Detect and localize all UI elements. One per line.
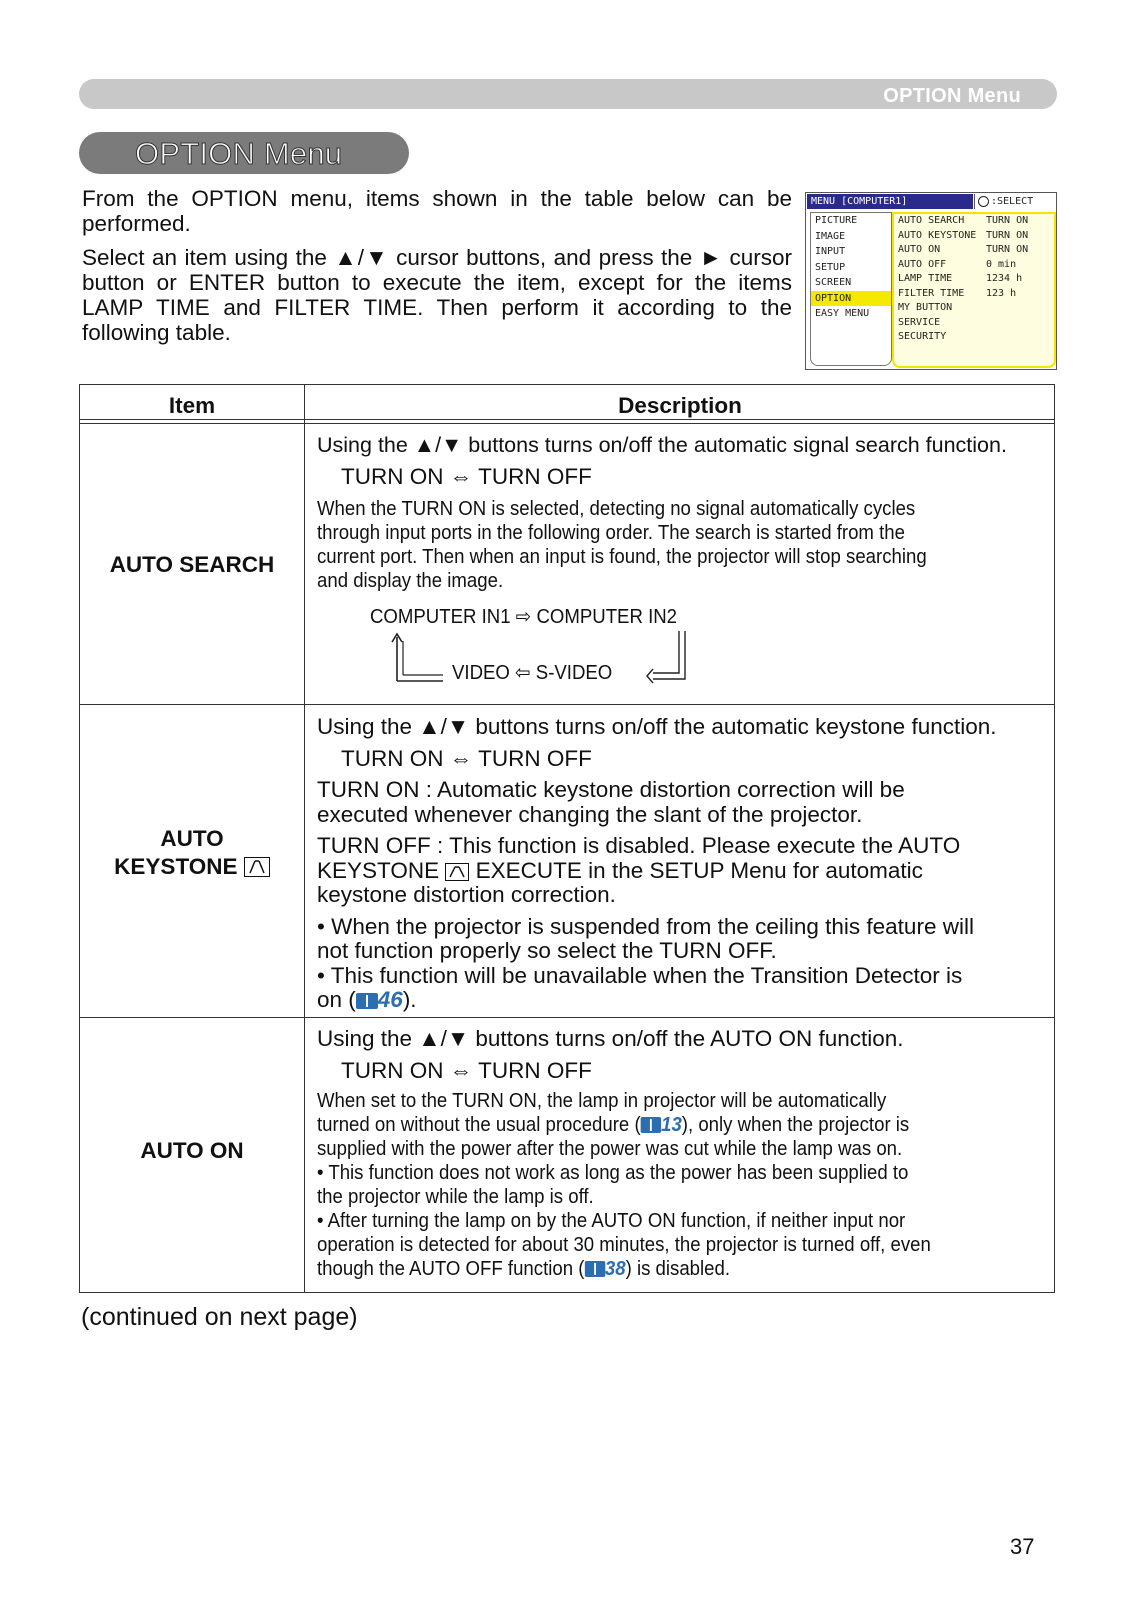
desc-line: TURN OFF : This function is disabled. Please execute the AUTO (317, 833, 961, 858)
column-header-description: Description (618, 393, 742, 418)
item-auto-search: AUTO SEARCH (109, 552, 275, 577)
page-reference[interactable]: 46 (377, 987, 403, 1012)
desc-text: though the AUTO OFF function ( (317, 1258, 585, 1280)
osd-option-row (894, 287, 1054, 302)
osd-title: MENU [COMPUTER1] (807, 194, 973, 209)
osd-option-row (894, 258, 1054, 273)
item-label-line-2 (80, 853, 304, 881)
intro-paragraph-1: From the OPTION menu, items shown in the table below can be performed. (82, 186, 792, 236)
section-label: OPTION Menu (883, 85, 1021, 107)
osd-menu-item: OPTION (811, 291, 891, 307)
osd-menu-illustration (805, 192, 1057, 370)
osd-option-row (894, 229, 1054, 244)
desc-text: turned on without the usual procedure ( (317, 1114, 641, 1136)
osd-option-key: AUTO OFF (898, 258, 947, 270)
note-line: current port. Then when an input is found, the projector will stop searching (317, 546, 927, 568)
desc-text: ). (402, 987, 417, 1012)
column-header-item: Item (168, 393, 216, 418)
osd-menu-item: INPUT (815, 246, 846, 257)
keystone-icon (445, 863, 469, 881)
osd-option-row (894, 214, 1054, 229)
osd-option-key: SECURITY (898, 331, 947, 342)
bullet-line: • When the projector is suspended from the ceiling this feature will (317, 913, 974, 939)
search-order-top: COMPUTER IN1 ⇨ COMPUTER IN2 (370, 606, 678, 628)
osd-option-value: 0 min (986, 258, 1017, 270)
osd-option-key: FILTER TIME (898, 287, 965, 299)
header-bar (79, 79, 1057, 109)
note-line-ref (317, 1113, 996, 1137)
note-line: • This function does not work as long as the power has been supplied to (317, 1162, 909, 1184)
desc-line: Using the ▲/▼ buttons turns on/off the AUTO ON function. (317, 1026, 904, 1051)
book-icon (584, 1261, 604, 1277)
note-line: • After turning the lamp on by the AUTO ON function, if neither input nor (317, 1210, 906, 1232)
note-line: and display the image. (317, 570, 504, 592)
auto-keystone-description (317, 715, 1047, 1013)
osd-option-value: 123 h (986, 287, 1017, 299)
toggle-values: TURN ON ⇔ TURN OFF (341, 745, 592, 771)
desc-line-with-icon (317, 859, 1047, 884)
item-auto-keystone (80, 825, 304, 881)
intro-text (82, 186, 792, 354)
row-divider (80, 1017, 1054, 1018)
bullet-line: • This function will be unavailable when the Transition Detector is (317, 962, 963, 988)
osd-menu-item: PICTURE (815, 215, 858, 226)
header-rule-double (80, 423, 1054, 424)
desc-line: keystone distortion correction. (317, 882, 616, 907)
note-line-ref (317, 1257, 996, 1281)
osd-option-row (894, 316, 1054, 331)
note-line: the projector while the lamp is off. (317, 1186, 594, 1208)
osd-option-row (894, 272, 1054, 287)
note-line: operation is detected for about 30 minutes, the projector is turned off, even (317, 1234, 931, 1256)
desc-text: ), only when the projector is (681, 1114, 910, 1136)
osd-option-row (894, 301, 1054, 316)
osd-option-key: AUTO SEARCH (898, 215, 965, 226)
desc-text: EXECUTE in the SETUP Menu for automatic (475, 857, 923, 883)
osd-menu-list (810, 212, 892, 366)
note-line: When set to the TURN ON, the lamp in projector will be automatically (317, 1090, 887, 1112)
osd-menu-item: EASY MENU (815, 308, 870, 319)
desc-line: Using the ▲/▼ buttons turns on/off the automatic keystone function. (317, 714, 997, 739)
search-order-bottom: VIDEO ⇦ S-VIDEO (452, 662, 613, 684)
osd-select-hint (974, 194, 1055, 209)
row-divider (80, 704, 1054, 705)
option-table (79, 384, 1055, 1293)
osd-option-value: TURN ON (986, 244, 1029, 255)
desc-text: ) is disabled. (625, 1258, 731, 1280)
osd-menu-item: IMAGE (815, 230, 846, 242)
item-auto-on: AUTO ON (140, 1138, 244, 1163)
header-rule (80, 419, 1054, 420)
bullet-line: not function properly so select the TURN OFF. (317, 938, 777, 963)
note-line: supplied with the power after the power was cut while the lamp was on. (317, 1138, 903, 1160)
continued-note: (continued on next page) (81, 1303, 358, 1331)
osd-option-value: TURN ON (986, 215, 1029, 226)
osd-option-value: TURN ON (986, 229, 1029, 241)
keystone-icon (244, 857, 270, 877)
item-label-text: KEYSTONE (114, 854, 238, 879)
toggle-values: TURN ON ⇔ TURN OFF (341, 463, 592, 489)
item-label-line: AUTO (160, 826, 224, 851)
page-reference[interactable]: 13 (661, 1114, 682, 1136)
osd-option-key: AUTO KEYSTONE (898, 229, 977, 241)
osd-option-key: SERVICE (898, 316, 941, 328)
osd-select-label: :SELECT (991, 196, 1034, 207)
osd-menu-item: SETUP (815, 261, 846, 273)
osd-option-key: AUTO ON (898, 244, 941, 255)
book-icon (356, 993, 378, 1009)
book-icon (641, 1117, 661, 1133)
page-reference[interactable]: 38 (604, 1258, 626, 1280)
desc-line: executed whenever changing the slant of the projector. (317, 801, 863, 827)
auto-on-description (317, 1027, 1047, 1281)
select-knob-icon (978, 196, 989, 207)
osd-option-row (894, 330, 1054, 345)
desc-line: Using the ▲/▼ buttons turns on/off the automatic signal search function. (317, 433, 1007, 457)
intro-paragraph-2: Select an item using the ▲/▼ cursor buttons, and press the ► cursor button or ENTER button to execute the item, except for the items LAMP TIME and FILTER TIME. Then perform it according to the following table. (82, 245, 792, 345)
page-title: OPTION Menu (135, 136, 343, 171)
toggle-values: TURN ON ⇔ TURN OFF (341, 1057, 592, 1083)
auto-search-description (317, 433, 1047, 684)
note-line: through input ports in the following order. The search is started from the (317, 522, 905, 544)
osd-option-row (894, 243, 1054, 258)
bullet-line-ref (317, 988, 1047, 1013)
osd-option-value: 1234 h (986, 273, 1023, 284)
desc-text: on ( (317, 987, 356, 1012)
column-divider (304, 385, 305, 1292)
desc-line: TURN ON : Automatic keystone distortion correction will be (317, 777, 905, 802)
osd-option-panel (892, 212, 1056, 368)
page-title-pill (79, 132, 409, 174)
osd-menu-item: SCREEN (815, 277, 852, 288)
desc-text: KEYSTONE (317, 857, 440, 883)
page-number: 37 (1010, 1534, 1035, 1559)
note-line: When the TURN ON is selected, detecting no signal automatically cycles (317, 498, 916, 520)
osd-option-key: LAMP TIME (898, 273, 953, 284)
osd-option-key: MY BUTTON (898, 302, 953, 313)
